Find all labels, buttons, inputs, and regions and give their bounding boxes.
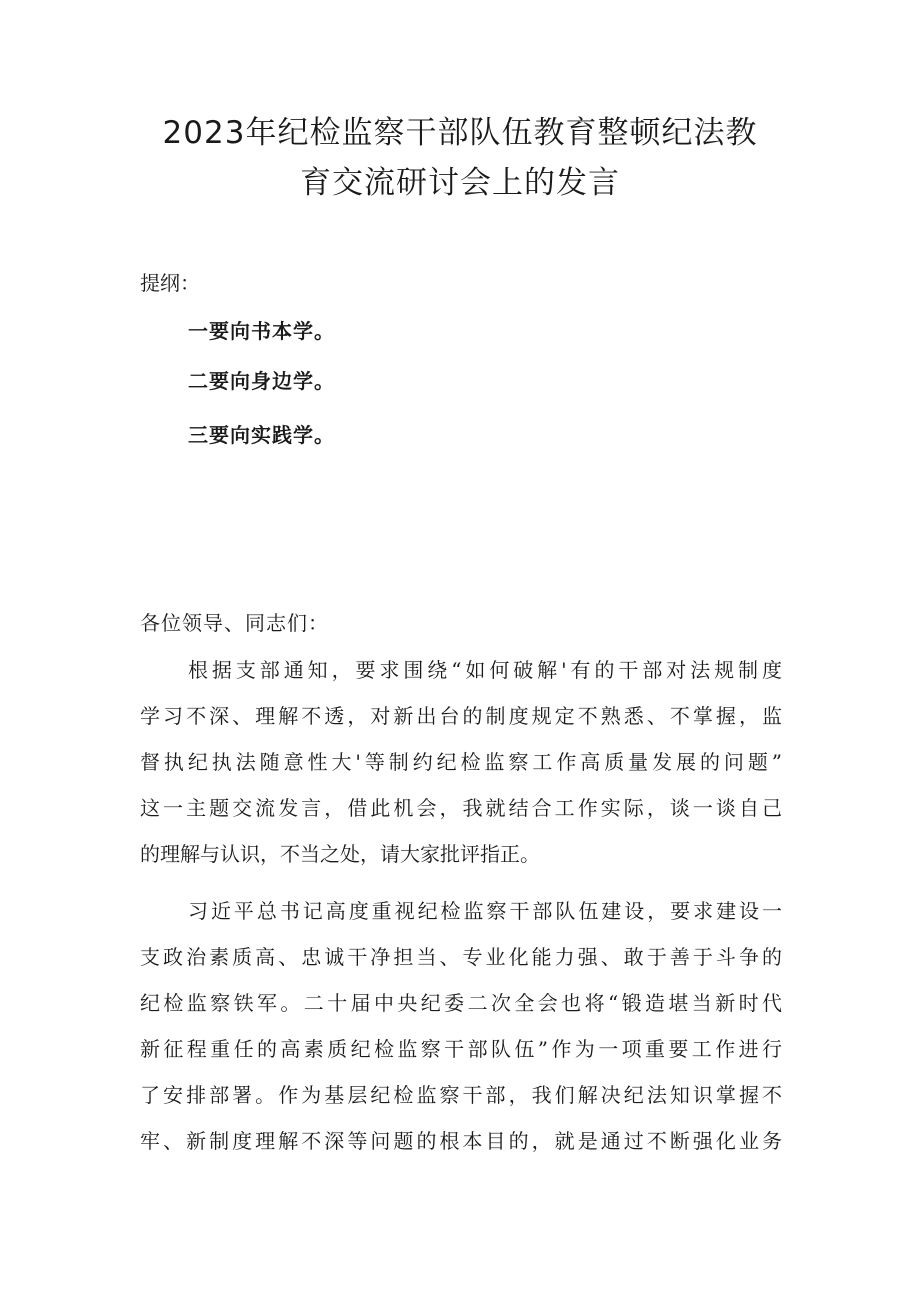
title-line-2: 育交流研讨会上的发言 xyxy=(300,165,620,201)
paragraph-line: 了安排部署。作为基层纪检监察干部，我们解决纪法知识掌握不 xyxy=(140,1083,782,1107)
greeting: 各位领导、同志们： xyxy=(140,611,329,635)
outline-item-3: 三要向实践学。 xyxy=(188,423,335,447)
paragraph-line: 根据支部通知，要求围绕“如何破解'有的干部对法规制度 xyxy=(188,658,782,682)
paragraph-line: 习近平总书记高度重视纪检监察干部队伍建设，要求建设一 xyxy=(188,899,782,923)
title-line-1: 2023年纪检监察干部队伍教育整顿纪法教 xyxy=(162,115,758,151)
paragraph-line: 新征程重任的高素质纪检监察干部队伍”作为一项重要工作进行 xyxy=(140,1037,782,1061)
outline-item-1: 一要向书本学。 xyxy=(188,319,335,343)
paragraph-line: 的理解与认识，不当之处，请大家批评指正。 xyxy=(140,842,540,866)
paragraph-line: 纪检监察铁军。二十届中央纪委二次全会也将“锻造堪当新时代 xyxy=(140,991,782,1015)
outline-label: 提纲： xyxy=(140,271,200,295)
paragraph-line: 支政治素质高、忠诚干净担当、专业化能力强、敢于善于斗争的 xyxy=(140,945,782,969)
paragraph-2 xyxy=(140,888,782,1164)
paragraph-line: 督执纪执法随意性大'等制约纪检监察工作高质量发展的问题” xyxy=(140,750,782,774)
outline-item-2: 二要向身边学。 xyxy=(188,369,335,393)
document-title xyxy=(120,108,800,208)
paragraph-1 xyxy=(140,647,782,877)
paragraph-line: 这一主题交流发言，借此机会，我就结合工作实际，谈一谈自己 xyxy=(140,796,782,820)
paragraph-line: 学习不深、理解不透，对新出台的制度规定不熟悉、不掌握，监 xyxy=(140,704,782,728)
paragraph-line: 牢、新制度理解不深等问题的根本目的，就是通过不断强化业务 xyxy=(140,1129,782,1153)
